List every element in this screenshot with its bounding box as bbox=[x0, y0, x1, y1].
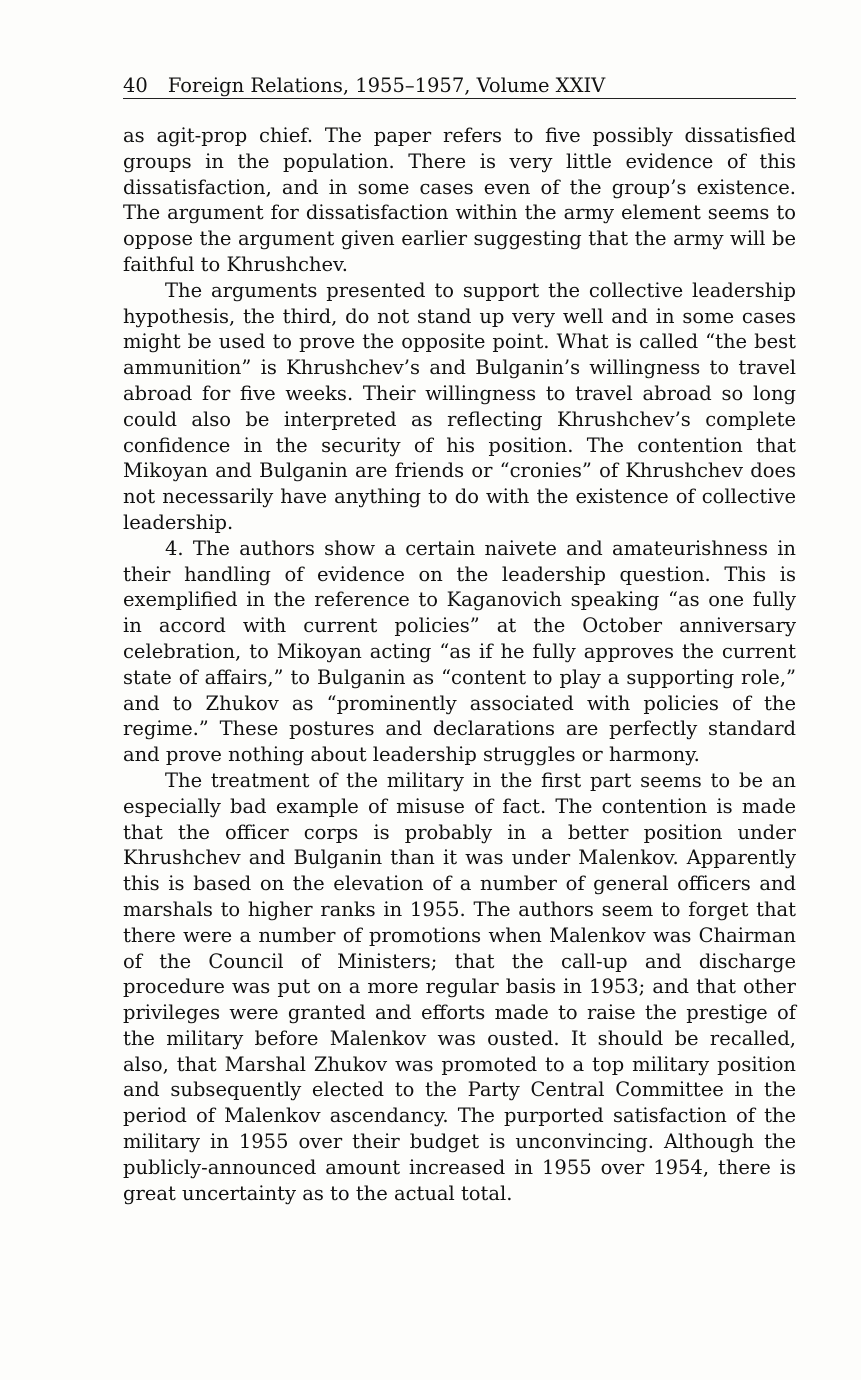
paragraph-collective-leadership: The arguments presented to support the collective leadership hypothesis, the third, do not stand up very well and in some cases might be used to prove the opposite point. What is called “the best ammunition” is Khrushchev’s and Bulganin’s willingness to travel abroad for five weeks. Their willingness to travel abroad so long could also be interpreted as reflecting Khrushchev’s complete confidence in the security of his position. The contention that Mikoyan and Bulganin are friends or “cronies” of Khrushchev does not necessarily have anything to do with the existence of collective leadership. bbox=[123, 278, 796, 534]
running-header bbox=[123, 74, 796, 99]
body-text bbox=[123, 123, 796, 1206]
paragraph-military-treatment: The treatment of the military in the first part seems to be an especially bad example of misuse of fact. The contention is made that the officer corps is probably in a better position under Khrushchev and Bulganin than it was under Malenkov. Apparently this is based on the elevation of a number of general officers and marshals to higher ranks in 1955. The authors seem to forget that there were a number of promotions when Malenkov was Chairman of the Council of Ministers; that the call-up and discharge procedure was put on a more regular basis in 1953; and that other privileges were granted and efforts made to raise the prestige of the military before Malenkov was ousted. It should be recalled, also, that Marshal Zhukov was promoted to a top military position and subsequently elected to the Party Central Committee in the period of Malenkov ascendancy. The purported satisfaction of the military in 1955 over their budget is unconvincing. Although the publicly-announced amount increased in 1955 over 1954, there is great uncertainty as to the actual total. bbox=[123, 768, 796, 1205]
page-number: 40 bbox=[123, 74, 148, 97]
paragraph-continuation: as agit-prop chief. The paper refers to five possibly dissatisfied groups in the population. There is very little evidence of this dissatisfaction, and in some cases even of the group’s existence. The argument for dissatisfaction within the army element seems to oppose the argument given earlier suggesting that the army will be faithful to Khrushchev. bbox=[123, 124, 796, 276]
volume-title: Foreign Relations, 1955–1957, Volume XXIV bbox=[167, 74, 606, 97]
paragraph-point-4: 4. The authors show a certain naivete and amateurishness in their handling of evidence on the leadership question. This is exemplified in the reference to Kaganovich speaking “as one fully in accord with current policies” at the October anniversary celebration, to Mikoyan acting “as if he fully approves the current state of affairs,” to Bulganin as “content to play a supporting role,” and to Zhukov as “prominently associated with policies of the regime.” These postures and declarations are perfectly standard and prove nothing about leadership struggles or harmony. bbox=[123, 536, 796, 767]
